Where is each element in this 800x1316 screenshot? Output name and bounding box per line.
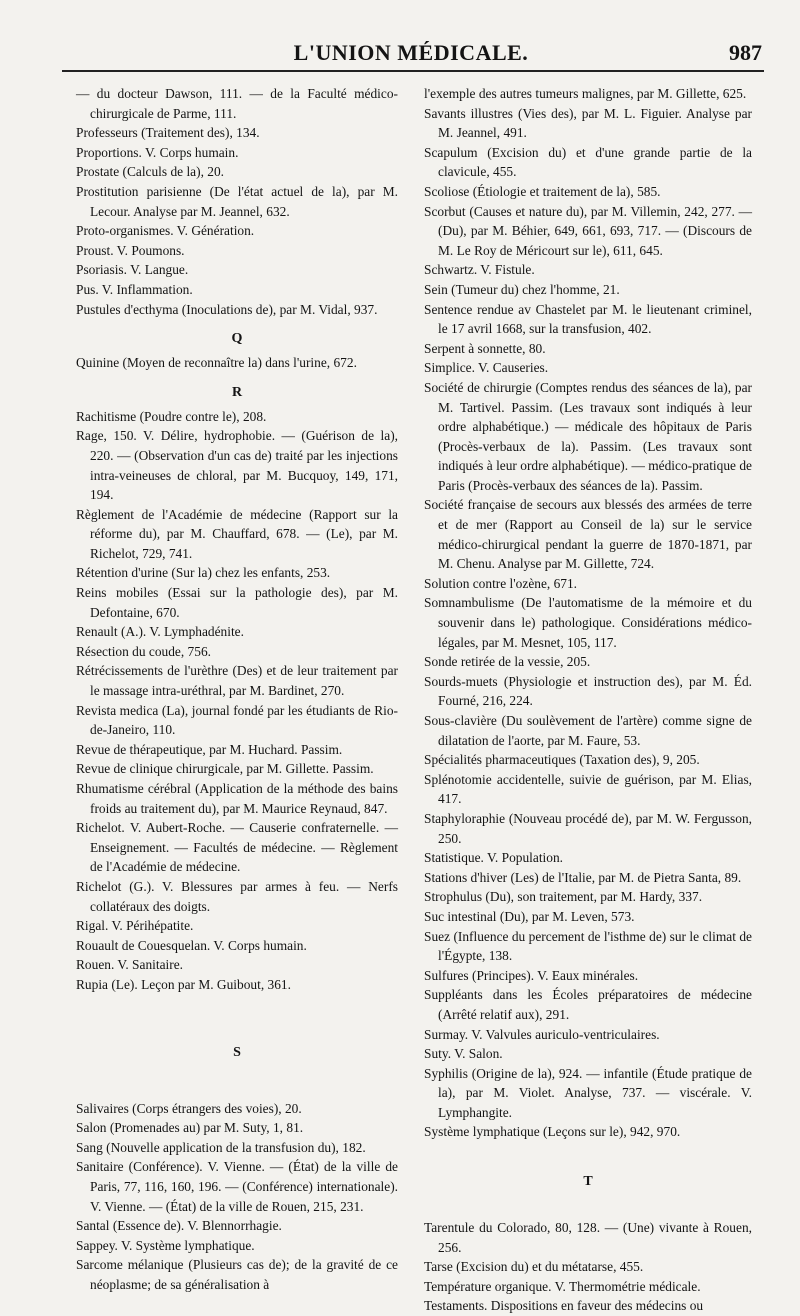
- index-entry: Résection du coude, 756.: [76, 643, 211, 659]
- right-column: [424, 84, 752, 1316]
- index-entry: Prostitution parisienne (De l'état actuel de la), par M. Lecour. Analyse par M. Jeannel, 632.: [76, 183, 398, 219]
- entries-q: [76, 353, 398, 373]
- index-entry: Splénotomie accidentelle, suivie de guérison, par M. Elias, 417.: [424, 771, 752, 807]
- index-entry: Sentence rendue av Chastelet par M. le lieutenant criminel, le 17 avril 1668, sur la transfusion, 402.: [424, 301, 752, 337]
- index-entry: Proto-organismes. V. Génération.: [76, 223, 255, 239]
- left-column: [76, 84, 398, 1294]
- index-entry: Proust. V. Poumons.: [76, 242, 185, 258]
- index-entry: Statistique. V. Population.: [424, 850, 564, 866]
- index-entry: Savants illustres (Vies des), par M. L. Figuier. Analyse par M. Jeannel, 491.: [424, 105, 752, 141]
- index-entry: Suty. V. Salon.: [424, 1046, 503, 1062]
- index-entry: Schwartz. V. Fistule.: [424, 262, 535, 278]
- index-entry: Surmay. V. Valvules auriculo-ventriculaires.: [424, 1026, 660, 1042]
- entries-s: [76, 1099, 398, 1295]
- index-entry: Professeurs (Traitement des), 134.: [76, 125, 260, 141]
- index-entry: Quinine (Moyen de reconnaître la) dans l'urine, 672.: [76, 355, 357, 371]
- entries-s-continued: [424, 84, 752, 1142]
- index-entry: Rigal. V. Périhépatite.: [76, 918, 194, 934]
- index-entry: Scoliose (Étiologie et traitement de la), 585.: [424, 183, 661, 199]
- index-entry: Prostate (Calculs de la), 20.: [76, 164, 225, 180]
- index-entry: Tarentule du Colorado, 80, 128. — (Une) vivante à Rouen, 256.: [424, 1220, 752, 1255]
- index-entry: Sulfures (Principes). V. Eaux minérales.: [424, 967, 639, 983]
- journal-title: L'UNION MÉDICALE.: [293, 40, 529, 65]
- index-entry: Somnambulisme (De l'automatisme de la mémoire et du souvenir dans le) pathologique. Considérations médico-légales, par M. Mesnet, 105, 117.: [424, 595, 752, 650]
- index-entry: Sang (Nouvelle application de la transfusion du), 182.: [76, 1139, 366, 1155]
- index-entry: Pus. V. Inflammation.: [76, 281, 193, 297]
- index-entry: — du docteur Dawson, 111. — de la Faculté médico-chirurgicale de Parme, 111.: [76, 86, 398, 121]
- index-entry: Serpent à sonnette, 80.: [424, 340, 546, 356]
- index-entry: Sonde retirée de la vessie, 205.: [424, 654, 591, 670]
- index-entry: Simplice. V. Causeries.: [424, 360, 549, 376]
- section-letter-q: Q: [231, 331, 243, 347]
- index-entry: Santal (Essence de). V. Blennorrhagie.: [76, 1218, 282, 1234]
- index-entry: Revue de clinique chirurgicale, par M. Gillette. Passim.: [76, 761, 374, 777]
- index-entry: l'exemple des autres tumeurs malignes, par M. Gillette, 625.: [424, 86, 747, 101]
- header-rule: [62, 70, 764, 72]
- index-entry: Sein (Tumeur du) chez l'homme, 21.: [424, 281, 620, 297]
- entries-p: [76, 84, 398, 319]
- index-entry: Rouen. V. Sanitaire.: [76, 957, 183, 973]
- page-number: 987: [729, 40, 762, 65]
- index-entry: Reins mobiles (Essai sur la pathologie des), par M. Defontaine, 670.: [76, 585, 398, 620]
- section-letter-t: T: [583, 1174, 593, 1190]
- index-entry: Richelot. V. Aubert-Roche. — Causerie confraternelle. — Enseignement. — Facultés de médecine. — Règlement de l'Académie de médecine.: [76, 820, 398, 875]
- index-entry: Strophulus (Du), son traitement, par M. Hardy, 337.: [424, 889, 703, 905]
- index-entry: Salivaires (Corps étrangers des voies), 20.: [76, 1100, 302, 1116]
- index-entry: Société française de secours aux blessés des armées de terre et de mer (Rapport au Conseil de la) sur le service médico-chirurgical pendant la guerre de 1870-1871, par M. Chenu. Analyse par M. Gillette, 724.: [424, 497, 752, 572]
- entries-t: [424, 1218, 752, 1316]
- index-entry: Richelot (G.). V. Blessures par armes à feu. — Nerfs collatéraux des doigts.: [76, 878, 398, 914]
- page-header: [60, 26, 762, 66]
- index-entry: Proportions. V. Corps humain.: [76, 144, 239, 160]
- index-entry: Revista medica (La), journal fondé par les étudiants de Rio-de-Janeiro, 110.: [76, 702, 398, 738]
- index-entry: Règlement de l'Académie de médecine (Rapport sur la réforme du), par M. Chauffard, 678. — (Le), par M. Richelot, 729, 741.: [76, 506, 398, 561]
- index-entry: Sourds-muets (Physiologie et instruction des), par M. Éd. Fourné, 216, 224.: [424, 673, 752, 709]
- index-entry: Rouault de Couesquelan. V. Corps humain.: [76, 937, 307, 953]
- index-entry: Suez (Influence du percement de l'isthme de) sur le climat de l'Égypte, 138.: [424, 928, 752, 964]
- index-entry: Pustules d'ecthyma (Inoculations de), par M. Vidal, 937.: [76, 301, 378, 317]
- index-entry: Rhumatisme cérébral (Application de la méthode des bains froids au traitement du), par M. Maurice Reynaud, 847.: [76, 781, 398, 816]
- index-entry: Rétrécissements de l'urèthre (Des) et de leur traitement par le massage intra-uréthral, par M. Bardinet, 270.: [76, 663, 398, 699]
- index-entry: Testaments. Dispositions en faveur des médecins ou: [424, 1298, 704, 1314]
- index-entry: Rage, 150. V. Délire, hydrophobie. — (Guérison de la), 220. — (Observation d'un cas de) traité par les injections intra-veineuses de chloral, par M. Bucquoy, 149, 171, 194.: [76, 428, 398, 503]
- index-entry: Tarse (Excision du) et du métatarse, 455.: [424, 1259, 644, 1275]
- entries-r: [76, 407, 398, 995]
- index-entry: Sous-clavière (Du soulèvement de l'artère) comme signe de dilatation de l'aorte, par M. Faure, 53.: [424, 713, 752, 748]
- index-entry: Scorbut (Causes et nature du), par M. Villemin, 242, 277. — (Du), par M. Béhier, 649, 661, 693, 717. — (Discours de M. Le Roy de Méricourt sur le), 611, 645.: [424, 203, 752, 258]
- index-entry: Syphilis (Origine de la), 924. — infantile (Étude pratique de la), par M. Violet. Analyse, 737. — viscérale. V. Lymphangite.: [424, 1065, 752, 1120]
- section-letter-r: R: [231, 384, 243, 400]
- index-entry: Température organique. V. Thermométrie médicale.: [424, 1278, 701, 1294]
- index-entry: Rachitisme (Poudre contre le), 208.: [76, 408, 267, 424]
- index-entry: Psoriasis. V. Langue.: [76, 262, 189, 278]
- index-entry: Rupia (Le). Leçon par M. Guibout, 361.: [76, 976, 291, 992]
- index-entry: Suppléants dans les Écoles préparatoires de médecine (Arrêté relatif aux), 291.: [424, 987, 752, 1022]
- index-entry: Renault (A.). V. Lymphadénite.: [76, 624, 244, 640]
- index-entry: Suc intestinal (Du), par M. Leven, 573.: [424, 908, 635, 924]
- index-entry: Staphyloraphie (Nouveau procédé de), par M. W. Fergusson, 250.: [424, 810, 752, 846]
- index-entry: Sappey. V. Système lymphatique.: [76, 1237, 255, 1253]
- index-entry: Système lymphatique (Leçons sur le), 942, 970.: [424, 1124, 681, 1140]
- index-entry: Salon (Promenades au) par M. Suty, 1, 81.: [76, 1120, 304, 1136]
- index-entry: Scapulum (Excision du) et d'une grande partie de la clavicule, 455.: [424, 144, 752, 180]
- index-entry: Solution contre l'ozène, 671.: [424, 575, 578, 591]
- index-entry: Stations d'hiver (Les) de l'Italie, par M. de Pietra Santa, 89.: [424, 869, 742, 885]
- index-entry: Rétention d'urine (Sur la) chez les enfants, 253.: [76, 565, 331, 581]
- index-entry: Société de chirurgie (Comptes rendus des séances de la), par M. Tartivel. Passim. (Les travaux sont indiqués à leur ordre alphabétique.) — médicale des hôpitaux de Paris (Procès-verbaux de la). Passim. (Les travaux sont indiqués à leur ordre alphabétique). — médico-pratique de Paris (Procès-verbaux des séances de la). Passim.: [424, 379, 752, 493]
- section-letter-s: S: [233, 1044, 241, 1060]
- index-entry: Revue de thérapeutique, par M. Huchard. Passim.: [76, 741, 343, 757]
- index-entry: Sarcome mélanique (Plusieurs cas de); de la gravité de ce néoplasme; de sa généralisation à: [76, 1257, 398, 1292]
- index-entry: Spécialités pharmaceutiques (Taxation des), 9, 205.: [424, 752, 700, 768]
- index-entry: Sanitaire (Conférence). V. Vienne. — (État) de la ville de Paris, 77, 116, 160, 196. — (Conférence) internationale). V. Vienne. — (État) de la ville de Rouen, 215, 231.: [76, 1159, 398, 1214]
